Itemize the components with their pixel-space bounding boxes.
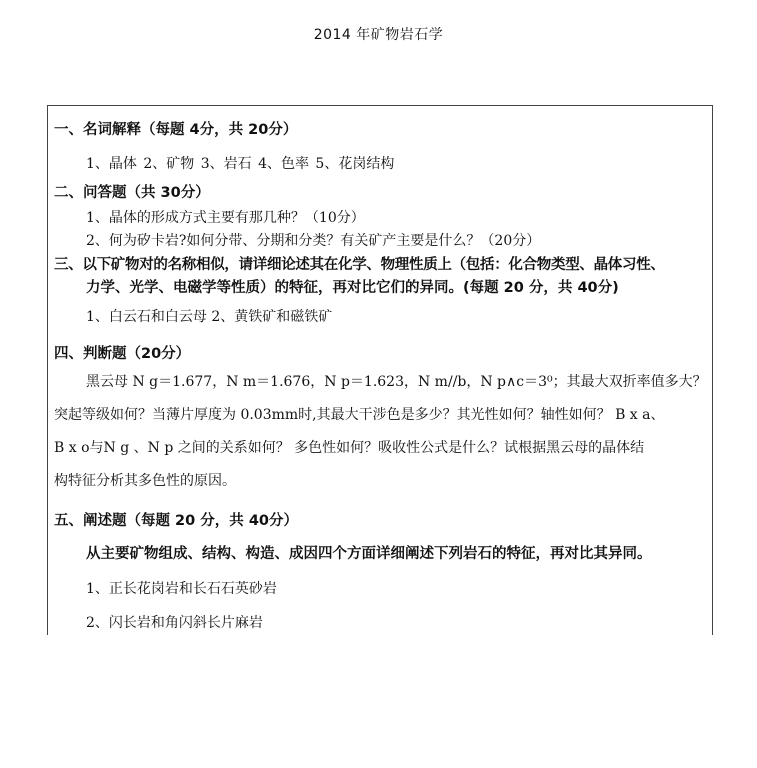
section-2-line-2: 2、何为矽卡岩?如何分带、分期和分类？有关矿产主要是什么？（20分） bbox=[86, 233, 541, 249]
section-2-line-1: 1、晶体的形成方式主要有那几种？（10分） bbox=[86, 210, 365, 226]
section-1-line-1: 1、晶体 2、矿物 3、岩石 4、色率 5、花岗结构 bbox=[86, 156, 395, 172]
section-4-line-2: 突起等级如何？当薄片厚度为 0.03mm时,其最大干涉色是多少？其光性如何？轴性如何？ B x a、 bbox=[54, 407, 665, 423]
section-4-line-1: 黑云母 N g＝1.677，N m＝1.676，N p＝1.623，N m//b，N p∧c＝3⁰；其最大双折率值多大？ bbox=[86, 374, 707, 390]
section-4-line-3: B x o与N g 、N p 之间的关系如何？ 多色性如何？吸收性公式是什么？试根据黑云母的晶体结 bbox=[54, 440, 645, 456]
section-5-line-1: 1、正长花岗岩和长石石英砂岩 bbox=[86, 581, 277, 597]
exam-question-box bbox=[47, 105, 713, 635]
section-3-heading: 三、以下矿物对的名称相似，请详细论述其在化学、物理性质上（包括：化合物类型、晶体习性、 bbox=[54, 257, 665, 273]
section-5-line-2: 2、闪长岩和角闪斜长片麻岩 bbox=[86, 615, 263, 631]
section-5-heading: 五、阐述题（每题 20 分，共 40分） bbox=[54, 513, 298, 529]
section-2-heading: 二、问答题（共 30分） bbox=[54, 185, 210, 201]
page-title: 2014 年矿物岩石学 bbox=[313, 27, 444, 43]
section-3-heading-cont: 力学、光学、电磁学等性质）的特征，再对比它们的异同。(每题 20 分，共 40分) bbox=[86, 280, 619, 296]
section-3-line-1: 1、白云石和白云母 2、黄铁矿和磁铁矿 bbox=[86, 309, 333, 325]
section-4-line-4: 构特征分析其多色性的原因。 bbox=[54, 473, 236, 489]
section-4-heading: 四、判断题（20分） bbox=[54, 346, 191, 362]
section-5-instruction: 从主要矿物组成、结构、构造、成因四个方面详细阐述下列岩石的特征，再对比其异同。 bbox=[86, 546, 652, 562]
section-1-heading: 一、名词解释（每题 4分，共 20分） bbox=[54, 122, 298, 138]
